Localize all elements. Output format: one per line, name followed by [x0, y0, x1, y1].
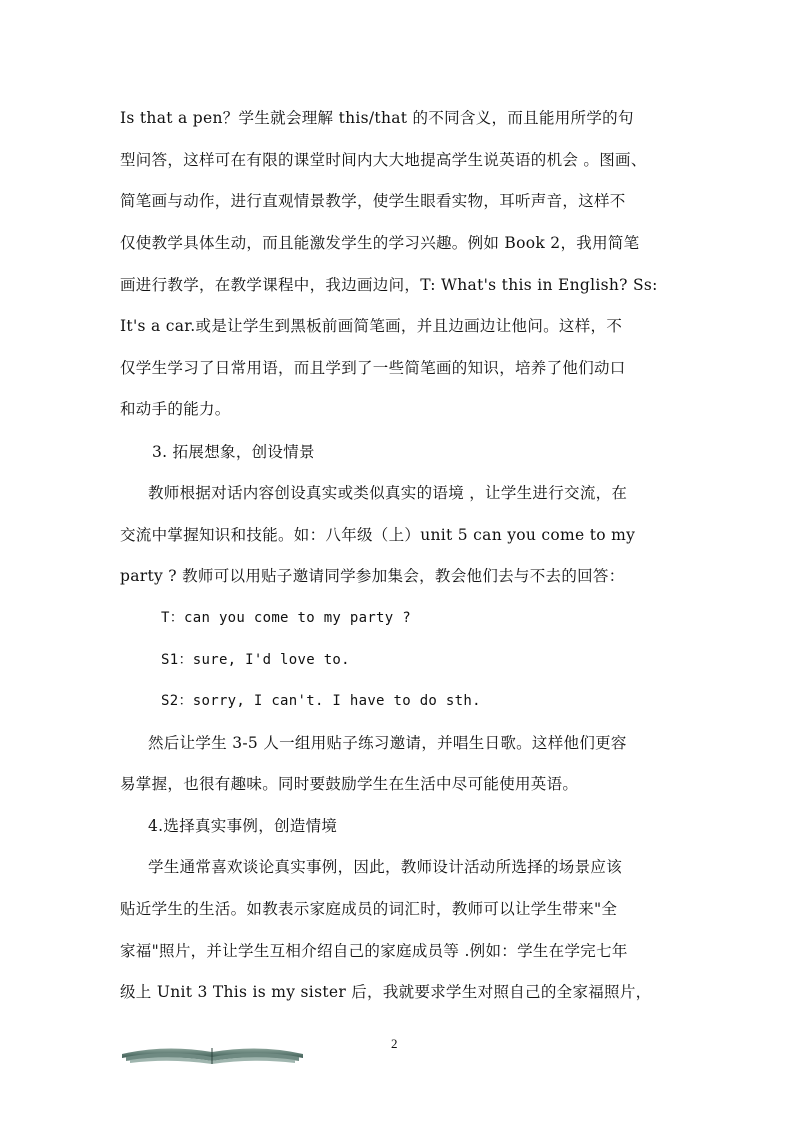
text-line: 级上 Unit 3 This is my sister 后，我就要求学生对照自己的全家福照片， [120, 983, 652, 1001]
dialogue-line: S2：sorry, I can't. I have to do sth. [161, 693, 481, 709]
text-line: 仅学生学习了日常用语，而且学到了一些简笔画的知识，培养了他们动口 [120, 359, 626, 377]
text-line: 然后让学生 3-5 人一组用贴子练习邀请，并唱生日歌。这样他们更容 [148, 734, 627, 752]
text-line: 型问答，这样可在有限的课堂时间内大大地提高学生说英语的机会 。图画、 [120, 151, 647, 169]
text-line: party ? 教师可以用贴子邀请同学参加集会，教会他们去与不去的回答： [120, 567, 625, 585]
text-line: It's a car.或是让学生到黑板前画简笔画，并且边画边让他问。这样，不 [120, 317, 623, 335]
text-line: 画进行教学，在教学课程中，我边画边问，T: What's this in English? Ss: [120, 276, 658, 294]
text-line: 简笔画与动作，进行直观情景教学，使学生眼看实物，耳听声音，这样不 [120, 192, 626, 210]
section-heading: 3. 拓展想象，创设情景 [152, 443, 315, 461]
text-line: Is that a pen？学生就会理解 this/that 的不同含义，而且能用所学的句 [120, 109, 634, 127]
dialogue-line: S1：sure, I'd love to. [161, 652, 350, 668]
text-line: 交流中掌握知识和技能。如：八年级（上）unit 5 can you come to my [120, 526, 636, 544]
open-book-icon [120, 1030, 305, 1066]
text-line: 易掌握，也很有趣味。同时要鼓励学生在生活中尽可能使用英语。 [120, 775, 579, 793]
text-line: 仅使教学具体生动，而且能激发学生的学习兴趣。例如 Book 2，我用简笔 [120, 234, 640, 252]
dialogue-line: T：can you come to my party ? [161, 610, 411, 626]
section-heading: 4.选择真实事例，创造情境 [148, 817, 338, 835]
page-number: 2 [391, 1036, 398, 1051]
text-line: 学生通常喜欢谈论真实事例，因此，教师设计活动所选择的场景应该 [148, 858, 623, 876]
text-line: 教师根据对话内容创设真实或类似真实的语境 ，让学生进行交流，在 [148, 484, 628, 502]
text-line: 家福"照片，并让学生互相介绍自己的家庭成员等 .例如：学生在学完七年 [120, 942, 628, 960]
text-line: 和动手的能力。 [120, 400, 231, 418]
text-line: 贴近学生的生活。如教表示家庭成员的词汇时，教师可以让学生带来"全 [120, 900, 618, 918]
